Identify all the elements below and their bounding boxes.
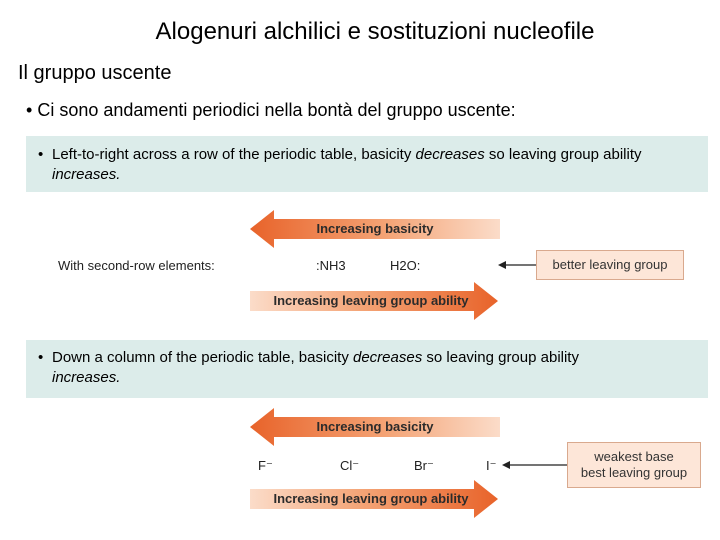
column-trend-part1: Down a column of the periodic table, basicity	[52, 349, 353, 366]
row-trend-part1: Left-to-right across a row of the periodic table, basicity	[52, 146, 416, 163]
species-h2o: H2O:	[390, 258, 421, 273]
better-leaving-group-callout: better leaving group	[536, 250, 684, 280]
panel-bullet-marker: •	[38, 349, 44, 366]
row-basicity-label: Increasing basicity	[316, 221, 434, 236]
bullet-text: Ci sono andamenti periodici nella bontà del gruppo uscente:	[37, 100, 516, 120]
species-nh3: :NH3	[316, 258, 346, 273]
callout-line-best-leaving: best leaving group	[580, 465, 688, 480]
bullet-marker: •	[26, 100, 33, 120]
column-trend-emphasis-decreases: decreases	[353, 349, 423, 366]
column-callout-pointer	[502, 458, 568, 472]
callout-line-weakest-base: weakest base	[594, 449, 674, 464]
row-trend-emphasis-increases: increases.	[52, 166, 121, 183]
slide-title: Alogenuri alchilici e sostituzioni nucleofile	[155, 18, 595, 45]
row-trend-emphasis-decreases: decreases	[415, 146, 485, 163]
column-trend-part2: so leaving group ability	[422, 349, 579, 366]
column-trend-emphasis-increases: increases.	[52, 369, 121, 386]
best-leaving-group-callout	[567, 442, 701, 488]
row-label: With second-row elements:	[58, 258, 215, 273]
species-bromide: Br⁻	[414, 458, 434, 473]
species-iodide: I⁻	[486, 458, 497, 473]
bullet-point	[26, 100, 516, 121]
row-trend-part2: so leaving group ability	[484, 146, 642, 163]
row-trend-text	[38, 145, 698, 185]
species-fluoride: F⁻	[258, 458, 273, 473]
panel-bullet-marker: •	[38, 146, 44, 163]
column-leaving-label: Increasing leaving group ability	[273, 491, 469, 506]
row-leaving-label: Increasing leaving group ability	[273, 293, 469, 308]
species-chloride: Cl⁻	[340, 458, 360, 473]
slide-subtitle: Il gruppo uscente	[18, 62, 172, 84]
column-trend-text	[38, 348, 698, 388]
column-basicity-label: Increasing basicity	[316, 419, 434, 434]
callout-pointer-arrow	[498, 258, 540, 272]
